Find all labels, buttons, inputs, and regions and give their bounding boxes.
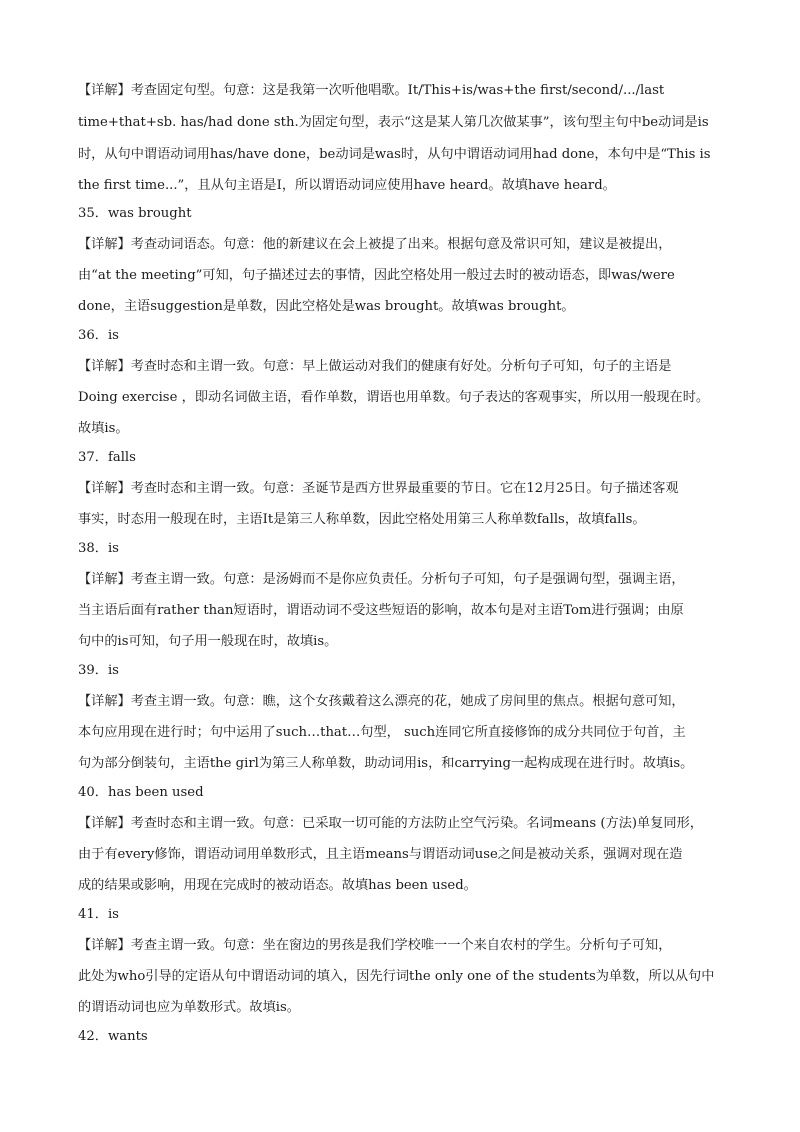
explanation-line: done，主语suggestion是单数，因此空格处是was brought。故填was brought。 <box>78 299 575 314</box>
explanation-line: time+that+sb. has/had done sth.为固定句型，表示“这是某人第几次做某事”，该句型主句中be动词是is <box>78 115 709 130</box>
explanation-line: 【详解】考查主谓一致。句意：瞧，这个女孩戴着这么漂亮的花，她成了房间里的焦点。根据句意可知， <box>78 694 685 709</box>
answer-35: 35．was brought <box>78 206 192 221</box>
explanation-line: 【详解】考查主谓一致。句意：是汤姆而不是你应负责任。分析句子可知，句子是强调句型，强调主语， <box>78 572 685 587</box>
explanation-line: 由“at the meeting”可知，句子描述过去的事情，因此空格处用一般过去时的被动语态，即was/were <box>78 268 675 283</box>
answer-40: 40．has been used <box>78 785 204 800</box>
explanation-line: 成的结果或影响，用现在完成时的被动语态。故填has been used。 <box>78 878 477 893</box>
answer-36: 36．is <box>78 328 119 343</box>
explanation-line: 此处为who引导的定语从句中谓语动词的填入，因先行词the only one of the students为单数，所以从句中 <box>78 969 715 984</box>
explanation-line: 时，从句中谓语动词用has/have done，be动词是was时，从句中谓语动词用had done，本句中是“This is <box>78 147 711 162</box>
answer-38: 38．is <box>78 541 119 556</box>
explanation-line: 【详解】考查时态和主谓一致。句意：早上做运动对我们的健康有好处。分析句子可知，句子的主语是 <box>78 359 672 374</box>
answer-37: 37．falls <box>78 450 136 465</box>
explanation-line: 的谓语动词也应为单数形式。故填is。 <box>78 1000 300 1015</box>
explanation-line: 本句应用现在进行时；句中运用了such…that…句型， such连同它所直接修饰的成分共同位于句首，主 <box>78 725 686 740</box>
explanation-line: 【详解】考查主谓一致。句意：坐在窗边的男孩是我们学校唯一一个来自农村的学生。分析句子可知， <box>78 938 672 953</box>
answer-42: 42．wants <box>78 1029 148 1044</box>
explanation-line: 【详解】考查时态和主谓一致。句意：已采取一切可能的方法防止空气污染。名词means (方法)单复同形， <box>78 816 703 831</box>
explanation-line: Doing exercise ，即动名词做主语，看作单数，谓语也用单数。句子表达的客观事实，所以用一般现在时。 <box>78 390 710 405</box>
answer-39: 39．is <box>78 663 119 678</box>
answer-41: 41．is <box>78 907 119 922</box>
explanation-line: 句中的is可知，句子用一般现在时，故填is。 <box>78 634 338 649</box>
explanation-line: 当主语后面有rather than短语时，谓语动词不受这些短语的影响，故本句是对主语Tom进行强调；由原 <box>78 603 684 618</box>
explanation-line: 【详解】考查固定句型。句意：这是我第一次听他唱歌。It/This+is/was+the first/second/.../last <box>78 83 665 98</box>
explanation-line: 由于有every修饰，谓语动词用单数形式，且主语means与谓语动词use之间是被动关系，强调对现在造 <box>78 847 683 862</box>
explanation-line: the first time...”，且从句主语是I，所以谓语动词应使用have heard。故填have heard。 <box>78 178 616 193</box>
explanation-line: 句为部分倒装句，主语the girl为第三人称单数，助动词用is，和carrying一起构成现在进行时。故填is。 <box>78 756 694 771</box>
explanation-line: 【详解】考查时态和主谓一致。句意：圣诞节是西方世界最重要的节日。它在12月25日。句子描述客观 <box>78 481 679 496</box>
explanation-line: 事实，时态用一般现在时，主语It是第三人称单数，因此空格处用第三人称单数falls，故填falls。 <box>78 512 646 527</box>
explanation-line: 故填is。 <box>78 421 129 436</box>
explanation-line: 【详解】考查动词语态。句意：他的新建议在会上被提了出来。根据句意及常识可知，建议是被提出， <box>78 237 672 252</box>
